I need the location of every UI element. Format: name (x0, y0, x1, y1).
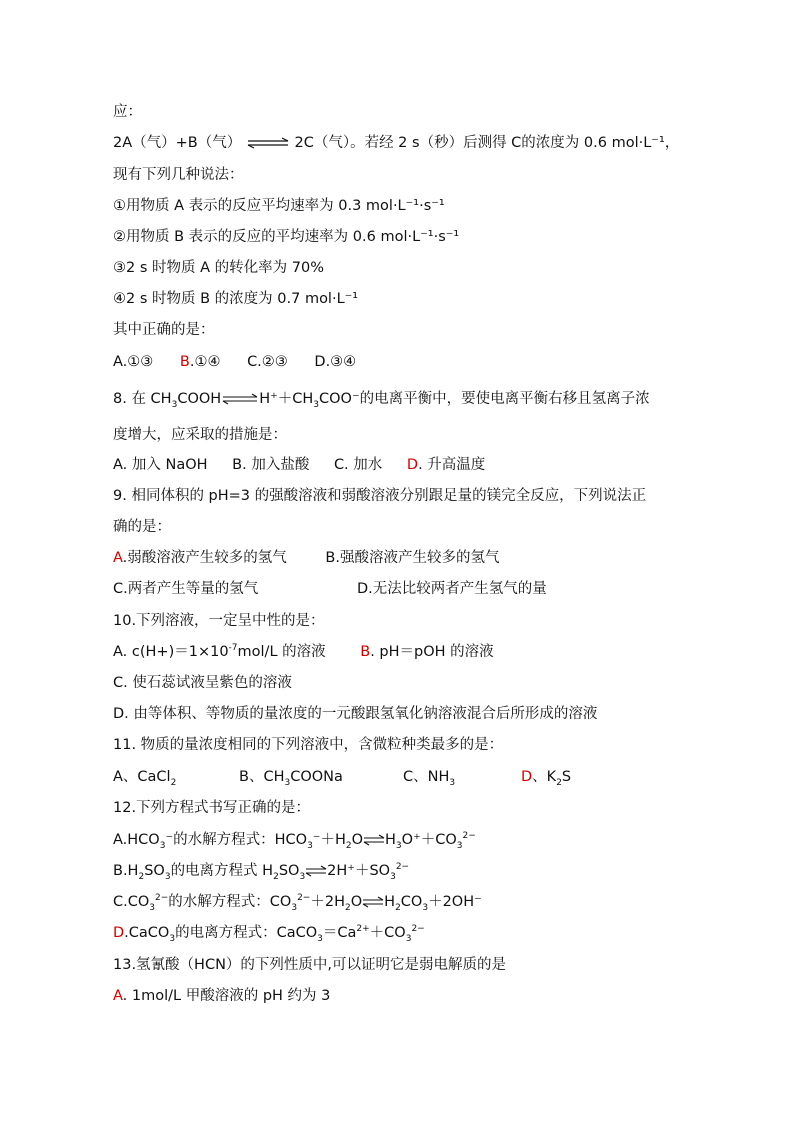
q10-options-row1 (113, 642, 494, 662)
subscript: 3 (284, 777, 291, 788)
option-a (113, 986, 330, 1006)
subscript: 2 (345, 902, 351, 913)
eq-text: C.CO (113, 894, 150, 910)
eq-text: ＋2OH⁻ (428, 894, 482, 910)
option-text: . 1mol/L 甲酸溶液的 pH 约为 3 (122, 988, 331, 1004)
option-d (407, 457, 485, 473)
answer-mark: B (360, 644, 371, 660)
subscript: 3 (171, 399, 178, 410)
eq-text: ⁻＋H (312, 832, 346, 848)
eq-text: ＋CO (369, 925, 406, 941)
subscript: 3 (169, 933, 176, 944)
option-a (113, 644, 326, 660)
subscript: 3 (449, 777, 456, 788)
answer-mark: B (179, 354, 190, 370)
subscript: 3 (456, 840, 463, 851)
option-c (113, 892, 482, 912)
equilibrium-arrow-icon (362, 896, 384, 908)
eq-text: B.H (113, 863, 139, 879)
subscript: 2 (556, 777, 562, 788)
q7-options (113, 352, 356, 372)
text-line: 应： (113, 104, 142, 120)
option-c: C.②③ (247, 354, 288, 370)
q11-options (113, 767, 571, 787)
eq-text: 的电离方程式：CaCO (175, 925, 318, 941)
equilibrium-arrow-icon (246, 137, 290, 149)
superscript: 2+ (356, 924, 370, 935)
option-b (239, 767, 403, 787)
option-d: D.无法比较两者产生氢气的量 (357, 581, 547, 597)
question-9: 9. 相同体积的 pH=3 的强酸溶液和弱酸溶液分别跟足量的镁完全反应，下列说法正 (113, 488, 647, 504)
subscript: 3 (149, 902, 156, 913)
option-a (113, 830, 476, 850)
eq-text: SO (278, 863, 300, 879)
subscript: 3 (159, 840, 166, 851)
superscript: 2− (395, 862, 410, 873)
eq-text: ＋2H (310, 894, 345, 910)
option-a: A. 加入 NaOH (113, 457, 208, 473)
option-b: B.强酸溶液产生较多的氢气 (325, 550, 500, 566)
answer-mark: D (406, 457, 419, 473)
answer-mark: D (521, 769, 533, 785)
q8-text: H⁺＋CH (259, 391, 314, 407)
eq-text: H (384, 894, 396, 910)
text-line: 其中正确的是： (113, 322, 215, 338)
subscript: 3 (405, 933, 412, 944)
option-text: COONa (290, 769, 343, 785)
option-d: D. 由等体积、等物质的量浓度的一元酸跟氢氧化钠溶液混合后所形成的溶液 (113, 706, 598, 722)
q8-text: 8. 在 CH (113, 391, 172, 407)
option-text: S (561, 769, 572, 785)
eq-text: H (385, 832, 396, 848)
answer-mark: D (113, 925, 125, 941)
option-b (180, 354, 221, 370)
subscript: 2 (395, 902, 401, 913)
eq-text: CO (400, 894, 423, 910)
equilibrium-arrow-icon (363, 834, 385, 846)
text-line: 确的是： (113, 519, 171, 535)
option-a (113, 550, 287, 566)
subscript: 3 (422, 902, 429, 913)
subscript: 3 (291, 902, 298, 913)
subscript: 3 (307, 840, 313, 851)
option-text: mol/L 的溶液 (237, 644, 326, 660)
option-c: C. 使石蕊试液呈紫色的溶液 (113, 675, 292, 691)
statement-4: ④2 s 时物质 B 的浓度为 0.7 mol·L⁻¹ (113, 291, 359, 307)
q8-text: COOH (177, 391, 222, 407)
superscript: 2− (297, 893, 311, 904)
option-text: 、K (532, 769, 557, 785)
option-text: C、NH (403, 769, 450, 785)
option-text: . pH＝pOH 的溶液 (370, 644, 494, 660)
statement-1: ①用物质 A 表示的反应平均速率为 0.3 mol·L⁻¹·s⁻¹ (113, 198, 445, 214)
eq-text: O (350, 894, 363, 910)
subscript: 3 (313, 399, 320, 410)
superscript: 2− (155, 893, 169, 904)
option-text: .①④ (189, 354, 221, 370)
text-line: 度增大，应采取的措施是： (113, 427, 287, 443)
text-line: 现有下列几种说法： (113, 167, 244, 183)
option-a (113, 767, 239, 787)
question-8 (113, 389, 650, 409)
q8-options (113, 455, 485, 475)
answer-mark: A (113, 988, 123, 1004)
eq-text: ⁻的水解方程式：HCO (165, 832, 308, 848)
superscript: 2− (411, 924, 425, 935)
reaction-right: 2C（气）。若经 2 s（秒）后测得 C的浓度为 0.6 mol·L⁻¹， (294, 135, 680, 151)
option-c: C.两者产生等量的氢气 (113, 581, 259, 597)
equilibrium-arrow-icon (221, 393, 259, 405)
option-b (360, 644, 493, 660)
statement-3: ③2 s 时物质 A 的转化率为 70% (113, 260, 324, 276)
subscript: 3 (317, 933, 323, 944)
option-text: A. c(H+)＝1×10 (113, 644, 229, 660)
option-c (403, 767, 521, 787)
option-b: B. 加入盐酸 (232, 457, 310, 473)
answer-mark: A (113, 550, 123, 566)
eq-text: SO (144, 863, 165, 879)
subscript: 3 (164, 871, 171, 882)
subscript: 2 (273, 871, 279, 882)
question-10: 10.下列溶液，一定呈中性的是： (113, 613, 325, 629)
subscript: 3 (390, 871, 396, 882)
option-text: .弱酸溶液产生较多的氢气 (122, 550, 287, 566)
subscript: 2 (345, 840, 352, 851)
option-d: D.③④ (314, 354, 357, 370)
eq-text: ＝Ca (322, 925, 357, 941)
eq-text: A.HCO (113, 832, 160, 848)
equilibrium-arrow-icon (305, 865, 327, 877)
superscript: -7 (228, 643, 238, 654)
eq-text: .CaCO (124, 925, 170, 941)
eq-text: O (351, 832, 364, 848)
eq-text: 的电离方程式 H (170, 863, 274, 879)
eq-text: 2H⁺＋SO (327, 863, 391, 879)
option-c: C. 加水 (333, 457, 383, 473)
question-13: 13.氢氰酸（HCN）的下列性质中,可以证明它是弱电解质的是 (113, 957, 507, 973)
q8-text: COO⁻的电离平衡中，要使电离平衡右移且氢离子浓 (319, 391, 650, 407)
subscript: 2 (138, 871, 145, 882)
option-d (113, 923, 425, 943)
superscript: 2− (462, 831, 476, 842)
statement-2: ②用物质 B 表示的反应的平均速率为 0.6 mol·L⁻¹·s⁻¹ (113, 229, 460, 245)
subscript: 3 (395, 840, 402, 851)
question-12: 12.下列方程式书写正确的是： (113, 800, 311, 816)
option-a: A.①③ (113, 354, 154, 370)
eq-text: O⁺＋CO (401, 832, 457, 848)
q9-options-row2 (113, 579, 547, 599)
option-b (113, 861, 409, 881)
option-text: B、CH (239, 769, 285, 785)
q9-options-row1 (113, 548, 499, 568)
eq-text: 的水解方程式：CO (168, 894, 292, 910)
subscript: 3 (299, 871, 306, 882)
reaction-left: 2A（气）+B（气） (113, 135, 242, 151)
option-text: . 升高温度 (418, 457, 486, 473)
option-text: A、CaCl (113, 769, 171, 785)
question-11: 11. 物质的量浓度相同的下列溶液中，含微粒种类最多的是： (113, 737, 504, 753)
subscript: 2 (170, 777, 177, 788)
reaction-line (113, 133, 679, 153)
option-d (521, 769, 572, 788)
